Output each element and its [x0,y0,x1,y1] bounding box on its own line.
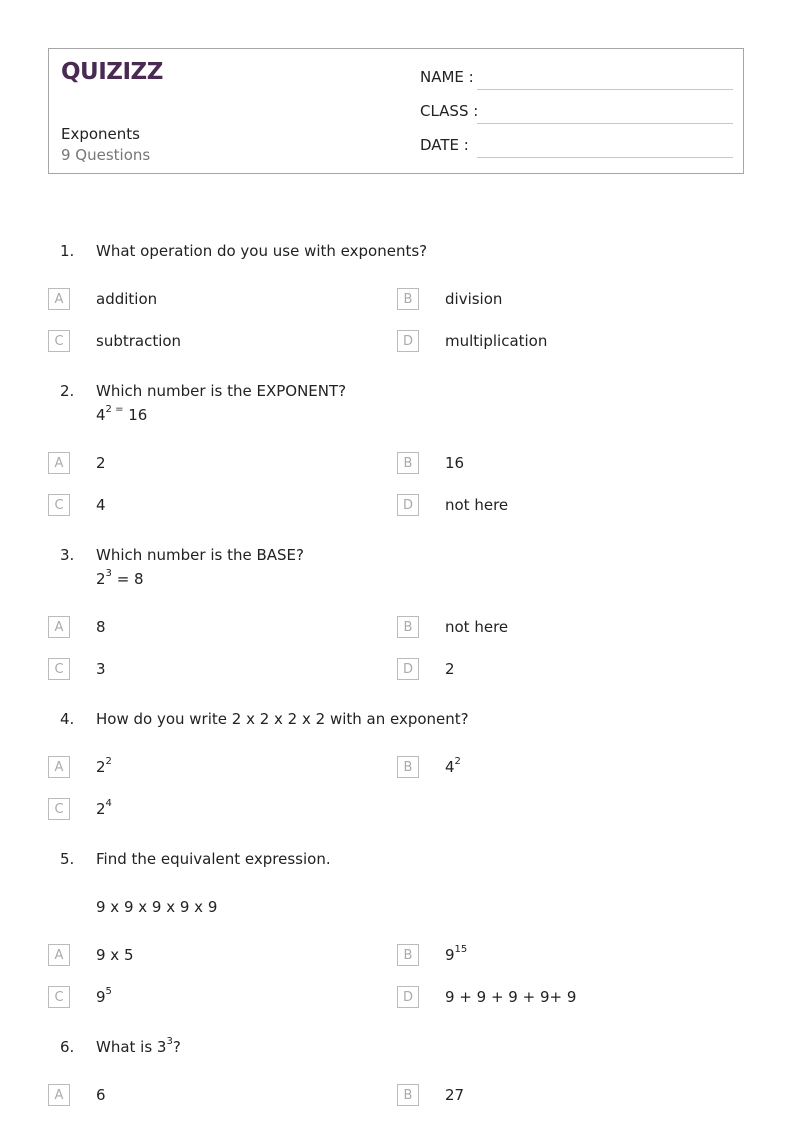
option-b-text[interactable] [445,1086,464,1104]
question-line [96,1035,181,1059]
question-text [96,239,427,263]
superscript: 15 [454,944,468,955]
option-c-text[interactable] [96,800,112,818]
text-run: 4 [96,406,106,424]
option-a-text[interactable] [96,290,157,308]
superscript: 2 [454,756,461,767]
option-c-text[interactable] [96,332,181,350]
text-run: multiplication [445,332,548,350]
superscript: 2 = [105,404,124,415]
worksheet-title: Exponents [61,125,140,143]
option-b-text[interactable] [445,946,467,964]
question-number: 6. [60,1038,75,1056]
option-c-badge[interactable]: C [48,494,70,516]
question-line [96,239,427,263]
superscript: 2 [105,756,112,767]
option-a-badge[interactable]: A [48,756,70,778]
question-number: 4. [60,710,75,728]
question-text [96,1035,181,1059]
text-run: 16 [123,406,148,424]
option-a-badge[interactable]: A [48,1084,70,1106]
option-a-text[interactable] [96,946,134,964]
text-run: 2 [96,758,106,776]
text-run: subtraction [96,332,182,350]
text-run: Which number is the BASE? [96,546,304,564]
option-c-text[interactable] [96,496,106,514]
text-run: 9 x 9 x 9 x 9 x 9 [96,898,218,916]
question-count: 9 Questions [61,146,151,164]
text-run: Find the equivalent expression. [96,850,331,868]
text-run: not here [445,496,509,514]
text-run: What operation do you use with exponents? [96,242,428,260]
option-c-badge[interactable]: C [48,986,70,1008]
question-text [96,707,469,731]
text-run: not here [445,618,509,636]
option-d-text[interactable] [445,660,455,678]
date-line[interactable] [477,157,733,158]
superscript: 5 [105,986,112,997]
option-a-badge[interactable]: A [48,452,70,474]
option-d-badge[interactable]: D [397,658,419,680]
class-line[interactable] [477,123,733,124]
class-label: CLASS : [420,102,479,120]
text-run: 16 [445,454,465,472]
text-run: 9 x 5 [96,946,134,964]
superscript: 3 [166,1036,173,1047]
option-d-badge[interactable]: D [397,494,419,516]
option-b-text[interactable] [445,758,461,776]
question-line [96,895,331,919]
text-run: Which number is the EXPONENT? [96,382,347,400]
option-c-text[interactable] [96,988,112,1006]
option-b-badge[interactable]: B [397,616,419,638]
question-text [96,379,346,427]
text-run: 3 [96,660,106,678]
option-b-text[interactable] [445,618,508,636]
option-a-text[interactable] [96,454,106,472]
option-b-badge[interactable]: B [397,288,419,310]
worksheet-header [48,48,744,174]
option-c-badge[interactable]: C [48,798,70,820]
option-b-badge[interactable]: B [397,944,419,966]
text-run: 2 [445,660,455,678]
question-line [96,847,331,871]
text-run: division [445,290,503,308]
text-run: 9 [96,988,106,1006]
text-run: 9 [445,946,455,964]
question-number: 2. [60,382,75,400]
name-label: NAME : [420,68,474,86]
question-line [96,403,346,427]
option-a-text[interactable] [96,758,112,776]
superscript: 4 [105,798,112,809]
question-line [96,543,304,567]
question-line [96,567,304,591]
option-b-text[interactable] [445,290,502,308]
question-number: 1. [60,242,75,260]
option-d-text[interactable] [445,988,576,1006]
text-run: 27 [445,1086,465,1104]
text-run: How do you write 2 x 2 x 2 x 2 with an exponent? [96,710,469,728]
name-line[interactable] [477,89,733,90]
option-a-text[interactable] [96,1086,106,1104]
option-b-badge[interactable]: B [397,1084,419,1106]
text-run: addition [96,290,158,308]
option-a-badge[interactable]: A [48,616,70,638]
question-line [96,379,346,403]
text-run: What is 3 [96,1038,167,1056]
option-a-text[interactable] [96,618,106,636]
question-number: 5. [60,850,75,868]
option-d-text[interactable] [445,332,547,350]
option-a-badge[interactable]: A [48,288,70,310]
option-a-badge[interactable]: A [48,944,70,966]
text-run: 2 [96,800,106,818]
text-run: 4 [96,496,106,514]
question-line [96,871,331,895]
question-number: 3. [60,546,75,564]
option-b-text[interactable] [445,454,464,472]
date-label: DATE : [420,136,469,154]
text-run: 4 [445,758,455,776]
option-c-badge[interactable]: C [48,330,70,352]
option-d-badge[interactable]: D [397,986,419,1008]
option-d-badge[interactable]: D [397,330,419,352]
text-run: 6 [96,1086,106,1104]
option-d-text[interactable] [445,496,508,514]
question-text [96,847,331,919]
text-run: 8 [96,618,106,636]
text-run: = 8 [111,570,144,588]
question-line [96,707,469,731]
text-run: ? [172,1038,181,1056]
text-run: 2 [96,570,106,588]
option-c-badge[interactable]: C [48,658,70,680]
option-c-text[interactable] [96,660,106,678]
superscript: 3 [105,568,112,579]
text-run: 2 [96,454,106,472]
question-text [96,543,304,591]
option-b-badge[interactable]: B [397,452,419,474]
text-run: 9 + 9 + 9 + 9+ 9 [445,988,577,1006]
quizizz-logo: QUIZIZZ [61,59,163,85]
option-b-badge[interactable]: B [397,756,419,778]
